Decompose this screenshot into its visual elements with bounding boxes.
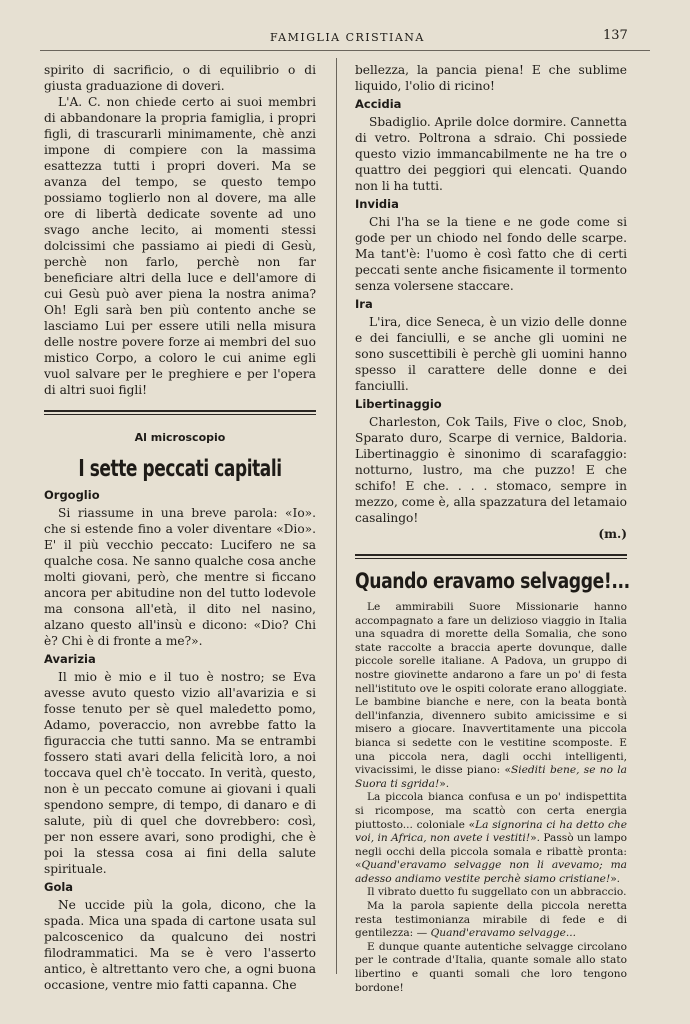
section-text: L'ira, dice Seneca, è un vizio delle donne e dei fanciulli, e se anche gli uomini ne sono suscettibili è perchè gli uomini hanno spesso il carattere delle donne e dei fanciulli. — [355, 315, 627, 393]
column-divider — [336, 58, 337, 974]
header-rule — [40, 50, 650, 51]
article2-paragraph: Ma la parola sapiente della piccola neretta resta testimonianza mirabile di fede e di gentilezza: — Quand'eravamo selvagge... — [355, 900, 627, 940]
section-divider — [44, 410, 316, 415]
continuation-text: bellezza, la pancia piena! E che sublime liquido, l'olio di ricino! — [355, 63, 627, 93]
left-column — [44, 62, 316, 993]
sins-list-left — [44, 488, 316, 993]
author-signature: (m.) — [598, 527, 627, 541]
sins-list-right — [355, 62, 627, 542]
article2-paragraph: La piccola bianca confusa e un po' indispettita si ricompose, ma scattò con certa energia piuttosto... coloniale «La signorina ci ha detto che voi, in Africa, non avete i vestiti!». Passò un lampo negli occhi della piccola somala e ribattè pronta: «Quand'eravamo selvagge non li avevamo; ma adesso andiamo vestite perchè siamo cristiane!». — [355, 791, 627, 885]
article2-title: Quando eravamo selvagge!... — [355, 569, 630, 593]
kicker: Al microscopio — [134, 431, 226, 444]
section-text: Ne uccide più la gola, dicono, che la spada. Mica una spada di cartone usata sul palcoscenico da qualcuno dei nostri filodrammatici. Ma se è vero l'asserto antico, è altrettanto vero che, a ogni buona occasione, ventre mio fatti capanna. Che — [44, 898, 316, 992]
intro-paragraph-2: L'A. C. non chiede certo ai suoi membri di abbandonare la propria famiglia, i propri figli, di trascurarli minimamente, chè anzi impone di compiere con la massima esattezza tutti i propri doveri. Ma se avanza del tempo, se questo tempo possiamo toglierlo non al dovere, ma alle ore di libertà dedicate sovente ad uno svago anche lecito, ai momenti stessi dolcissimi che passiamo ai piedi di Gesù, perchè non farlo, perchè non far beneficiare altri della luce e dell'amore di cui Gesù può aver piena la nostra anima? Oh! Egli sarà ben più contento anche se lasciamo Lui per essere utili nella misura delle nostre povere forze ai membri del suo mistico Corpo, a coloro le cui anime egli vuol salvare per le preghiere e per l'opera di altri suoi figli! — [44, 95, 316, 397]
article2-body — [355, 601, 627, 995]
article-title: I sette peccati capitali — [78, 456, 282, 482]
section-heading: Libertinaggio — [355, 397, 442, 411]
running-head: FAMIGLIA CRISTIANA — [270, 31, 425, 44]
section-text: Chi l'ha se la tiene e ne gode come si gode per un chiodo nel fondo delle scarpe. Ma tant'è: l'uomo è così fatto che di certi peccati sente anche fisicamente il tormento senza volersene staccare. — [355, 215, 627, 293]
page-number: 137 — [603, 28, 628, 43]
section-heading: Accidia — [355, 97, 402, 111]
section-heading: Orgoglio — [44, 488, 100, 502]
section-heading: Avarizia — [44, 652, 96, 666]
intro-text — [44, 62, 316, 398]
article2-paragraph: Le ammirabili Suore Missionarie hanno accompagnato a fare un delizioso viaggio in Italia una squadra di morette della Somalia, che sono state raccolte a braccia aperte dovunque, dalle piccole sorelle italiane. A Padova, un gruppo di nostre giovinette andarono a fare un po' di festa nell'istituto ove le ospiti colorate erano alloggiate. Le bambine bianche e nere, con la beata bontà dell'infanzia, divennero subito amicissime e si misero a giocare. Inavvertitamente una piccola bianca si sedette con le vestitine scomposte. E una piccola nera, dagli occhi intelligenti, vivacissimi, le disse piano: «Siediti bene, se no la Suora ti sgrida!». — [355, 601, 627, 790]
right-column — [355, 62, 630, 995]
section-heading: Gola — [44, 880, 74, 894]
section-divider — [355, 554, 627, 559]
section-text: Sbadiglio. Aprile dolce dormire. Cannetta di vetro. Poltrona a sdraio. Chi possiede questo vizio immancabilmente ne ha tre o quattro dei peggiori qui elencati. Quando non li ha tutti. — [355, 115, 627, 193]
section-text: Il mio è mio e il tuo è nostro; se Eva avesse avuto questo vizio all'avarizia e si fosse tenuto per sè quel maledetto pomo, Adamo, poveraccio, non avrebbe fatto la figuraccia che tutti sanno. Ma se entrambi fossero stati avari della felicità loro, a noi toccava quel ch'è toccato. In verità, questo, non è un peccato comune ai giovani i quali spendono sempre, di tempo, di danaro e di salute, più di quel che dovrebbero: così, per non essere avari, sono prodighi, che è poi la stessa cosa ai fini della salute spirituale. — [44, 670, 316, 876]
section-text: Si riassume in una breve parola: «Io». che si estende fino a voler diventare «Dio». E' il più vecchio peccato: Lucifero ne sa qualche cosa. Ne sanno qualche cosa anche molti giovani, però, che mentre si ficcano ancora per abitudine non del tutto lodevole ma consona all'età, il dito nel nasino, alzano questo all'insù e dicono: «Dio? Chi è? Chi è di fronte a me?». — [44, 506, 316, 648]
intro-paragraph-1: spirito di sacrificio, o di equilibrio o di giusta graduazione di doveri. — [44, 63, 316, 93]
article2-paragraph: E dunque quante autentiche selvagge circolano per le contrade d'Italia, quante somale allo stato libertino e quanti somali che loro tengono bordone! — [355, 940, 627, 994]
section-heading: Ira — [355, 297, 373, 311]
section-heading: Invidia — [355, 197, 399, 211]
article2-paragraph: Il vibrato duetto fu suggellato con un abbraccio. — [367, 886, 627, 899]
section-text: Charleston, Cok Tails, Five o cloc, Snob, Sparato duro, Scarpe di vernice, Baldoria. Libertinaggio è sinonimo di scarafaggio: notturno, lustro, ma che puzzo! E che schifo! E che. . . . stomaco, sempre in mezzo, come è, alla spazzatura del letamaio casalingo! — [355, 415, 627, 525]
